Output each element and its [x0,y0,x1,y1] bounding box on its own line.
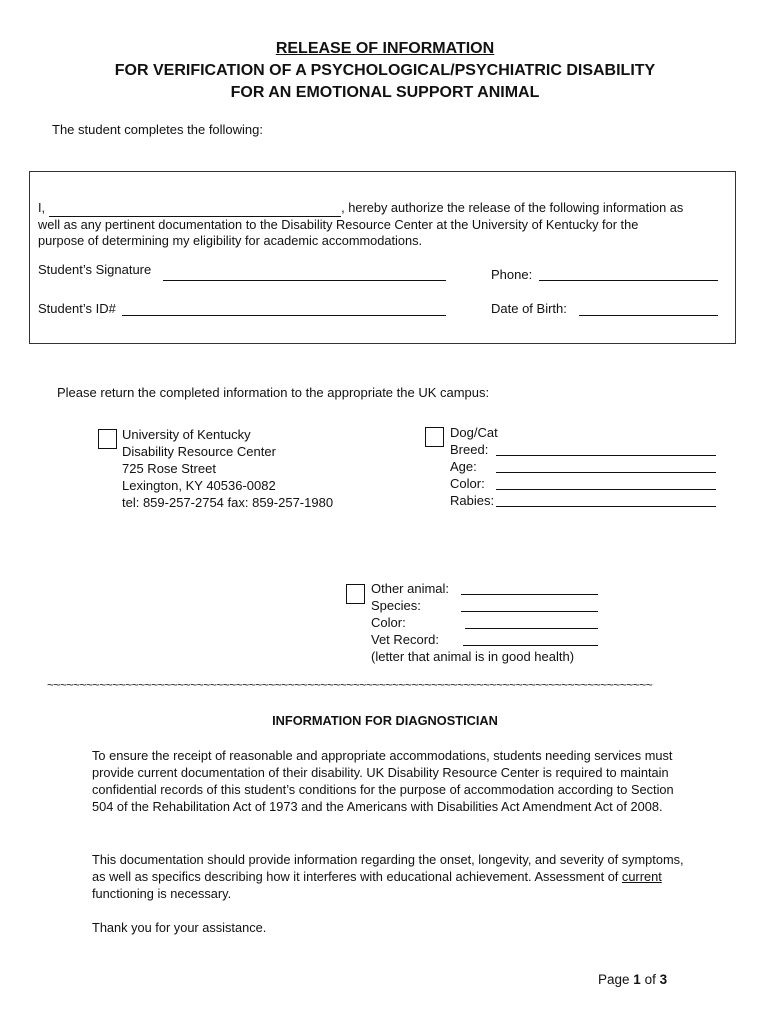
student-id-field[interactable] [122,315,446,316]
campus-checkbox[interactable] [98,429,117,449]
color-field[interactable] [496,489,716,490]
dob-field[interactable] [579,315,718,316]
dogcat-section: Dog/Cat Breed: Age: Color: Rabies: [450,425,498,508]
phone-field[interactable] [539,280,718,281]
diagnostician-heading: INFORMATION FOR DIAGNOSTICIAN [272,713,498,728]
diagnostician-paragraph-2: This documentation should provide information regarding the onset, longevity, and severity of symptoms, as well as specifics describing how it interferes with educational achievement. Assessment of current functioning is necessary. [92,852,684,901]
signature-field[interactable] [163,280,446,281]
thank-you-text: Thank you for your assistance. [92,920,267,935]
other-animal-field[interactable] [461,594,598,595]
intro-text: The student completes the following: [52,122,264,137]
authorization-text: I, , hereby authorize the release of the following information as well as any pertinent documentation to the Disability Resource Center at the University of Kentucky for the purpose of determining my eligibility for academic accommodations. [38,200,684,248]
tilde-separator: ~~~~~~~~~~~~~~~~~~~~~~~~~~~~~~~~~~~~~~~~~~~~~~~~~~~~~~~~~~~~~~~~~~~~~~~~~~~~~~~~~~~~~~~~~~~~~ [47,678,653,692]
name-blank[interactable] [49,200,341,217]
age-field[interactable] [496,472,716,473]
student-id-label: Student’s ID# [38,301,116,316]
signature-label: Student’s Signature [38,262,152,277]
rabies-field[interactable] [496,506,716,507]
species-field[interactable] [461,611,598,612]
breed-field[interactable] [496,455,716,456]
title-line-3: FOR AN EMOTIONAL SUPPORT ANIMAL [230,84,540,101]
title-line-1: RELEASE OF INFORMATION [275,40,495,57]
other-animal-section: Other animal: Species: Color: Vet Record: (letter that animal is in good health) [371,581,575,664]
other-color-field[interactable] [465,628,598,629]
vet-record-field[interactable] [463,645,598,646]
title-line-2: FOR VERIFICATION OF A PSYCHOLOGICAL/PSYCHIATRIC DISABILITY [114,62,656,79]
dob-label: Date of Birth: [491,301,567,316]
page-number: Page 1 of 3 [598,972,668,987]
phone-label: Phone: [491,267,533,282]
student-section-box [29,171,736,344]
return-instructions: Please return the completed information to the appropriate the UK campus: [57,385,490,400]
campus-address: University of Kentucky Disability Resource Center 725 Rose Street Lexington, KY 40536-0082 tel: 859-257-2754 fax: 859-257-1980 [122,427,334,510]
diagnostician-paragraph-1: To ensure the receipt of reasonable and appropriate accommodations, students needing services must provide current documentation of their disability. UK Disability Resource Center is required to maintain confidential records of this student’s conditions for the purpose of accommodation according to Section 504 of the Rehabilitation Act of 1973 and the Americans with Disabilities Act Amendment Act of 2008. [92,748,674,814]
other-animal-checkbox[interactable] [346,584,365,604]
dogcat-checkbox[interactable] [425,427,444,447]
